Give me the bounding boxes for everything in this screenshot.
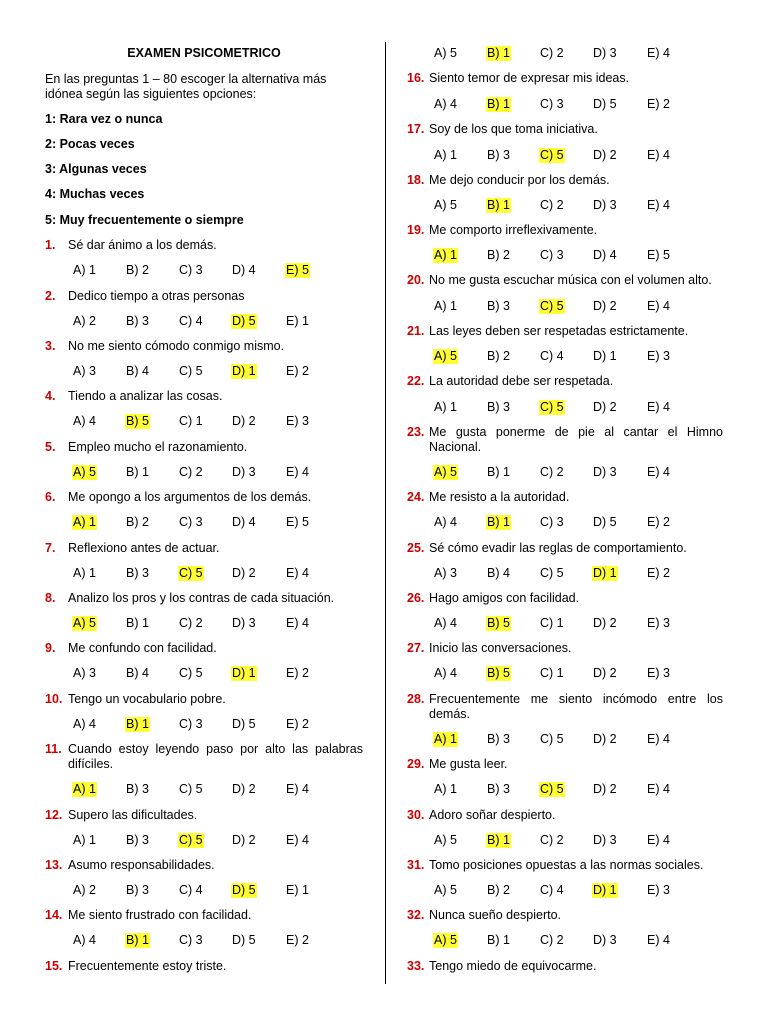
answer-option[interactable]: B) 2 xyxy=(487,883,510,897)
question-item xyxy=(45,289,363,304)
answer-option[interactable]: C) 3 xyxy=(179,263,203,277)
question-text: Me siento frustrado con facilidad. xyxy=(68,908,252,922)
answer-option[interactable]: D) 3 xyxy=(593,198,617,212)
answer-option[interactable]: E) 2 xyxy=(647,566,670,580)
exam-title: EXAMEN PSICOMETRICO xyxy=(127,46,281,60)
question-number: 6. xyxy=(45,490,56,504)
answer-options xyxy=(45,314,363,330)
answer-options xyxy=(407,515,723,531)
question-number: 7. xyxy=(45,541,56,555)
answer-option[interactable]: A) 1 xyxy=(73,833,96,847)
answer-option[interactable]: A) 4 xyxy=(73,717,96,731)
question-number: 26. xyxy=(407,591,425,605)
answer-option[interactable]: C) 2 xyxy=(540,465,564,479)
answer-option[interactable]: B) 3 xyxy=(126,883,149,897)
answer-option[interactable]: A) 5 xyxy=(434,833,457,847)
answer-option[interactable]: D) 3 xyxy=(593,933,617,947)
answer-options xyxy=(407,465,723,481)
answer-option[interactable]: E) 1 xyxy=(286,883,309,897)
answer-option-selected[interactable]: A) 5 xyxy=(434,465,457,479)
question-item xyxy=(45,858,363,873)
answer-option[interactable]: B) 3 xyxy=(126,833,149,847)
question-text: Me resisto a la autoridad. xyxy=(429,490,570,504)
answer-options xyxy=(45,364,363,380)
answer-option[interactable]: D) 3 xyxy=(593,833,617,847)
question-text: Me confundo con facilidad. xyxy=(68,641,217,655)
answer-option[interactable]: E) 2 xyxy=(647,515,670,529)
answer-option[interactable]: C) 1 xyxy=(540,616,564,630)
answer-option[interactable]: E) 3 xyxy=(286,414,309,428)
answer-option[interactable]: D) 2 xyxy=(232,414,256,428)
answer-option-selected[interactable]: A) 5 xyxy=(73,465,96,479)
answer-option[interactable]: C) 3 xyxy=(179,515,203,529)
question-item xyxy=(407,641,723,656)
answer-option-selected[interactable]: B) 1 xyxy=(487,97,510,111)
scale-option: 1: Rara vez o nunca xyxy=(45,112,163,126)
answer-option[interactable]: C) 3 xyxy=(540,97,564,111)
answer-options xyxy=(407,883,723,899)
question-number: 20. xyxy=(407,273,425,287)
answer-option-selected[interactable]: A) 5 xyxy=(434,349,457,363)
scale-option: 2: Pocas veces xyxy=(45,137,135,151)
answer-option[interactable]: D) 4 xyxy=(232,515,256,529)
question-item xyxy=(45,238,363,253)
answer-option[interactable]: D) 1 xyxy=(593,349,617,363)
answer-option[interactable]: B) 3 xyxy=(487,400,510,414)
answer-option[interactable]: C) 2 xyxy=(540,833,564,847)
answer-option[interactable]: A) 1 xyxy=(434,400,457,414)
answer-option[interactable]: D) 2 xyxy=(232,782,256,796)
answer-option[interactable]: D) 2 xyxy=(593,299,617,313)
answer-option[interactable]: C) 5 xyxy=(179,364,203,378)
answer-option[interactable]: D) 2 xyxy=(593,616,617,630)
answer-option[interactable]: E) 4 xyxy=(647,148,670,162)
answer-option[interactable]: A) 4 xyxy=(434,515,457,529)
answer-option[interactable]: D) 2 xyxy=(232,566,256,580)
answer-options xyxy=(407,248,723,264)
question-number: 17. xyxy=(407,122,425,136)
question-number: 8. xyxy=(45,591,56,605)
answer-option[interactable]: B) 4 xyxy=(126,666,149,680)
answer-option-selected[interactable]: B) 5 xyxy=(487,616,510,630)
question-item xyxy=(407,541,723,556)
question-text: Tomo posiciones opuestas a las normas sociales. xyxy=(429,858,704,872)
question-number: 18. xyxy=(407,173,425,187)
answer-option-selected[interactable]: B) 1 xyxy=(126,933,149,947)
answer-option[interactable]: C) 2 xyxy=(540,46,564,60)
answer-option[interactable]: B) 3 xyxy=(126,566,149,580)
question-text: Me comporto irreflexivamente. xyxy=(429,223,598,237)
question-number: 2. xyxy=(45,289,56,303)
answer-option-selected[interactable]: C) 5 xyxy=(540,400,564,414)
answer-option[interactable]: A) 4 xyxy=(434,97,457,111)
answer-option[interactable]: A) 4 xyxy=(73,414,96,428)
answer-option-selected[interactable]: B) 5 xyxy=(487,666,510,680)
answer-option[interactable]: D) 2 xyxy=(593,148,617,162)
question-text: Me opongo a los argumentos de los demás. xyxy=(68,490,312,504)
question-item xyxy=(407,223,723,238)
answer-options xyxy=(45,465,363,481)
answer-option[interactable]: E) 4 xyxy=(647,782,670,796)
question-text: Me dejo conducir por los demás. xyxy=(429,173,610,187)
answer-options xyxy=(407,933,723,949)
answer-option[interactable]: E) 3 xyxy=(647,883,670,897)
answer-option[interactable]: B) 1 xyxy=(487,465,510,479)
question-number: 29. xyxy=(407,757,425,771)
answer-option[interactable]: D) 5 xyxy=(593,515,617,529)
answer-option[interactable]: A) 1 xyxy=(434,782,457,796)
scale-option: 4: Muchas veces xyxy=(45,187,145,201)
answer-options xyxy=(407,198,723,214)
answer-options xyxy=(407,616,723,632)
answer-option[interactable]: D) 3 xyxy=(593,46,617,60)
answer-options xyxy=(407,833,723,849)
answer-option[interactable]: C) 4 xyxy=(540,349,564,363)
answer-options xyxy=(407,349,723,365)
answer-option[interactable]: B) 3 xyxy=(487,299,510,313)
answer-option-selected[interactable]: D) 1 xyxy=(232,666,256,680)
question-item xyxy=(45,908,363,923)
answer-option[interactable]: C) 1 xyxy=(540,666,564,680)
question-number: 23. xyxy=(407,425,425,439)
question-text: Sé dar ánimo a los demás. xyxy=(68,238,217,252)
answer-options xyxy=(407,46,723,62)
answer-option-selected[interactable]: A) 1 xyxy=(73,782,96,796)
question-item xyxy=(407,324,723,339)
answer-option[interactable]: D) 4 xyxy=(232,263,256,277)
question-number: 1. xyxy=(45,238,56,252)
answer-options xyxy=(45,782,363,798)
question-text: La autoridad debe ser respetada. xyxy=(429,374,614,388)
answer-option[interactable]: E) 3 xyxy=(647,616,670,630)
question-item xyxy=(45,490,363,505)
question-number: 28. xyxy=(407,692,425,706)
question-number: 9. xyxy=(45,641,56,655)
question-item xyxy=(45,959,363,974)
answer-options xyxy=(407,782,723,798)
question-text: Hago amigos con facilidad. xyxy=(429,591,580,605)
question-item xyxy=(407,273,723,288)
answer-option-selected[interactable]: D) 1 xyxy=(593,566,617,580)
answer-option-selected[interactable]: B) 1 xyxy=(126,717,149,731)
answer-options xyxy=(407,732,723,748)
question-text: Tengo un vocabulario pobre. xyxy=(68,692,226,706)
question-number: 10. xyxy=(45,692,63,706)
question-item xyxy=(45,440,363,455)
answer-option[interactable]: E) 2 xyxy=(286,717,309,731)
answer-option-selected[interactable]: B) 5 xyxy=(126,414,149,428)
answer-option[interactable]: B) 3 xyxy=(487,148,510,162)
question-text: Tiendo a analizar las cosas. xyxy=(68,389,223,403)
question-text: Tengo miedo de equivocarme. xyxy=(429,959,597,973)
question-text: Cuando estoy leyendo paso por alto las palabras difíciles. xyxy=(68,742,363,771)
answer-options xyxy=(45,833,363,849)
answer-option[interactable]: B) 3 xyxy=(126,314,149,328)
answer-option[interactable]: B) 4 xyxy=(487,566,510,580)
answer-option-selected[interactable]: C) 5 xyxy=(540,299,564,313)
question-text: Supero las dificultades. xyxy=(68,808,198,822)
answer-option[interactable]: A) 1 xyxy=(73,566,96,580)
answer-option[interactable]: C) 3 xyxy=(179,717,203,731)
answer-option[interactable]: D) 2 xyxy=(593,782,617,796)
answer-option[interactable]: B) 1 xyxy=(126,616,149,630)
question-number: 4. xyxy=(45,389,56,403)
answer-option[interactable]: D) 3 xyxy=(232,616,256,630)
question-number: 22. xyxy=(407,374,425,388)
answer-option[interactable]: D) 5 xyxy=(232,717,256,731)
answer-option[interactable]: A) 5 xyxy=(434,46,457,60)
answer-option[interactable]: E) 5 xyxy=(286,515,309,529)
answer-option[interactable]: E) 3 xyxy=(647,666,670,680)
answer-options xyxy=(45,515,363,531)
answer-option[interactable]: E) 4 xyxy=(286,833,309,847)
answer-options xyxy=(407,400,723,416)
answer-option[interactable]: C) 3 xyxy=(179,933,203,947)
answer-option[interactable]: E) 5 xyxy=(647,248,670,262)
question-item xyxy=(45,591,363,606)
question-text: Empleo mucho el razonamiento. xyxy=(68,440,248,454)
question-number: 25. xyxy=(407,541,425,555)
question-number: 5. xyxy=(45,440,56,454)
question-item xyxy=(45,808,363,823)
answer-option[interactable]: B) 1 xyxy=(126,465,149,479)
answer-option[interactable]: A) 5 xyxy=(434,883,457,897)
question-item xyxy=(45,389,363,404)
answer-option[interactable]: A) 1 xyxy=(434,299,457,313)
answer-option[interactable]: E) 4 xyxy=(647,933,670,947)
question-number: 13. xyxy=(45,858,63,872)
question-item xyxy=(45,692,363,707)
answer-option[interactable]: A) 4 xyxy=(73,933,96,947)
question-text: Nunca sueño despierto. xyxy=(429,908,562,922)
answer-option[interactable]: E) 4 xyxy=(647,299,670,313)
question-text: Adoro soñar despierto. xyxy=(429,808,556,822)
answer-options xyxy=(45,414,363,430)
question-text: No me siento cómodo conmigo mismo. xyxy=(68,339,285,353)
answer-option-selected[interactable]: C) 5 xyxy=(540,148,564,162)
answer-option-selected[interactable]: A) 1 xyxy=(434,732,457,746)
question-item xyxy=(407,757,723,772)
answer-option-selected[interactable]: B) 1 xyxy=(487,515,510,529)
question-number: 24. xyxy=(407,490,425,504)
question-item xyxy=(407,173,723,188)
answer-option-selected[interactable]: E) 5 xyxy=(286,263,309,277)
answer-option-selected[interactable]: D) 5 xyxy=(232,314,256,328)
question-number: 33. xyxy=(407,959,425,973)
answer-option-selected[interactable]: A) 5 xyxy=(73,616,96,630)
question-text: Inicio las conversaciones. xyxy=(429,641,572,655)
answer-option[interactable]: E) 1 xyxy=(286,314,309,328)
question-item xyxy=(407,808,723,823)
answer-option[interactable]: E) 4 xyxy=(647,833,670,847)
answer-option[interactable]: A) 4 xyxy=(434,616,457,630)
question-text: Soy de los que toma iniciativa. xyxy=(429,122,598,136)
question-item xyxy=(45,742,363,772)
question-item xyxy=(407,374,723,389)
question-text: Siento temor de expresar mis ideas. xyxy=(429,71,630,85)
answer-option[interactable]: E) 2 xyxy=(286,666,309,680)
answer-option[interactable]: C) 4 xyxy=(179,314,203,328)
answer-option[interactable]: B) 1 xyxy=(487,933,510,947)
answer-option-selected[interactable]: B) 1 xyxy=(487,833,510,847)
question-number: 12. xyxy=(45,808,63,822)
question-text: Frecuentemente me siento incómodo entre los demás. xyxy=(429,692,723,721)
answer-option[interactable]: A) 4 xyxy=(434,666,457,680)
answer-options xyxy=(407,148,723,164)
answer-option[interactable]: C) 5 xyxy=(540,566,564,580)
question-text: Me gusta leer. xyxy=(429,757,508,771)
answer-option[interactable]: B) 2 xyxy=(487,349,510,363)
question-text: Las leyes deben ser respetadas estrictamente. xyxy=(429,324,689,338)
answer-option[interactable]: D) 5 xyxy=(593,97,617,111)
question-item xyxy=(407,858,723,873)
answer-option-selected[interactable]: A) 5 xyxy=(434,933,457,947)
question-number: 19. xyxy=(407,223,425,237)
answer-option-selected[interactable]: C) 5 xyxy=(179,566,203,580)
answer-options xyxy=(45,666,363,682)
instructions: En las preguntas 1 – 80 escoger la alternativa más idónea según las siguientes opciones: xyxy=(45,72,327,101)
answer-option[interactable]: C) 3 xyxy=(540,248,564,262)
answer-option[interactable]: B) 3 xyxy=(487,732,510,746)
answer-option[interactable]: E) 4 xyxy=(647,732,670,746)
answer-option-selected[interactable]: B) 1 xyxy=(487,46,510,60)
answer-option[interactable]: B) 4 xyxy=(126,364,149,378)
question-item xyxy=(407,71,723,86)
answer-option[interactable]: E) 2 xyxy=(286,933,309,947)
question-item xyxy=(407,908,723,923)
question-number: 21. xyxy=(407,324,425,338)
answer-option[interactable]: E) 2 xyxy=(647,97,670,111)
answer-option[interactable]: B) 2 xyxy=(487,248,510,262)
answer-option[interactable]: C) 5 xyxy=(540,732,564,746)
question-number: 31. xyxy=(407,858,425,872)
answer-option-selected[interactable]: A) 1 xyxy=(434,248,457,262)
question-text: Dedico tiempo a otras personas xyxy=(68,289,245,303)
question-text: Reflexiono antes de actuar. xyxy=(68,541,220,555)
question-text: No me gusta escuchar música con el volumen alto. xyxy=(429,273,712,287)
answer-option[interactable]: B) 2 xyxy=(126,263,149,277)
answer-options xyxy=(45,566,363,582)
answer-option-selected[interactable]: D) 5 xyxy=(232,883,256,897)
question-text: Frecuentemente estoy triste. xyxy=(68,959,227,973)
answer-options xyxy=(407,97,723,113)
answer-options xyxy=(45,616,363,632)
question-text: Analizo los pros y los contras de cada situación. xyxy=(68,591,335,605)
answer-option[interactable]: A) 3 xyxy=(434,566,457,580)
answer-option[interactable]: D) 2 xyxy=(232,833,256,847)
question-item xyxy=(407,425,723,455)
question-number: 16. xyxy=(407,71,425,85)
question-item xyxy=(407,122,723,137)
question-item xyxy=(407,959,723,974)
answer-option[interactable]: E) 2 xyxy=(286,364,309,378)
answer-option[interactable]: D) 3 xyxy=(593,465,617,479)
column-divider xyxy=(385,42,386,984)
answer-option[interactable]: D) 2 xyxy=(593,666,617,680)
question-number: 30. xyxy=(407,808,425,822)
answer-option[interactable]: D) 2 xyxy=(593,732,617,746)
question-number: 32. xyxy=(407,908,425,922)
answer-option[interactable]: E) 4 xyxy=(647,400,670,414)
answer-option[interactable]: D) 4 xyxy=(593,248,617,262)
answer-options xyxy=(407,666,723,682)
answer-option[interactable]: D) 2 xyxy=(593,400,617,414)
answer-option[interactable]: B) 3 xyxy=(487,782,510,796)
answer-options xyxy=(407,566,723,582)
answer-option[interactable]: C) 1 xyxy=(179,414,203,428)
answer-options xyxy=(45,717,363,733)
answer-option-selected[interactable]: A) 1 xyxy=(73,515,96,529)
answer-option[interactable]: E) 4 xyxy=(286,616,309,630)
question-item xyxy=(407,490,723,505)
answer-option-selected[interactable]: B) 1 xyxy=(487,198,510,212)
question-item xyxy=(45,641,363,656)
answer-option[interactable]: E) 4 xyxy=(647,465,670,479)
question-text: Me gusta ponerme de pie al cantar el Himno Nacional. xyxy=(429,425,723,454)
answer-option[interactable]: C) 4 xyxy=(540,883,564,897)
answer-option[interactable]: D) 5 xyxy=(232,933,256,947)
question-number: 11. xyxy=(45,742,62,756)
scale-option: 3: Algunas veces xyxy=(45,162,147,176)
answer-option[interactable]: A) 5 xyxy=(434,198,457,212)
answer-option[interactable]: E) 3 xyxy=(647,349,670,363)
answer-option[interactable]: A) 2 xyxy=(73,314,96,328)
answer-option[interactable]: C) 2 xyxy=(540,198,564,212)
question-item xyxy=(407,591,723,606)
answer-option[interactable]: A) 3 xyxy=(73,364,96,378)
scale-option: 5: Muy frecuentemente o siempre xyxy=(45,213,244,227)
answer-option[interactable]: B) 3 xyxy=(126,782,149,796)
answer-option[interactable]: A) 1 xyxy=(73,263,96,277)
answer-options xyxy=(45,883,363,899)
answer-option[interactable]: C) 5 xyxy=(179,782,203,796)
question-number: 15. xyxy=(45,959,63,973)
answer-option-selected[interactable]: C) 5 xyxy=(179,833,203,847)
answer-option[interactable]: A) 1 xyxy=(434,148,457,162)
answer-option[interactable]: C) 2 xyxy=(179,616,203,630)
answer-option[interactable]: E) 4 xyxy=(286,566,309,580)
question-text: Asumo responsabilidades. xyxy=(68,858,215,872)
answer-option-selected[interactable]: D) 1 xyxy=(593,883,617,897)
answer-option-selected[interactable]: D) 1 xyxy=(232,364,256,378)
question-text: Sé cómo evadir las reglas de comportamiento. xyxy=(429,541,687,555)
answer-option[interactable]: C) 2 xyxy=(179,465,203,479)
answer-option[interactable]: A) 3 xyxy=(73,666,96,680)
question-item xyxy=(45,339,363,354)
answer-option-selected[interactable]: C) 5 xyxy=(540,782,564,796)
answer-option[interactable]: A) 2 xyxy=(73,883,96,897)
answer-option[interactable]: E) 4 xyxy=(286,465,309,479)
answer-option[interactable]: D) 3 xyxy=(232,465,256,479)
answer-option[interactable]: C) 2 xyxy=(540,933,564,947)
answer-options xyxy=(45,933,363,949)
answer-options xyxy=(45,263,363,279)
answer-options xyxy=(407,299,723,315)
answer-option[interactable]: C) 4 xyxy=(179,883,203,897)
answer-option[interactable]: E) 4 xyxy=(647,46,670,60)
question-number: 14. xyxy=(45,908,63,922)
question-number: 3. xyxy=(45,339,56,353)
question-item xyxy=(45,541,363,556)
answer-option[interactable]: E) 4 xyxy=(647,198,670,212)
answer-option[interactable]: C) 5 xyxy=(179,666,203,680)
answer-option[interactable]: E) 4 xyxy=(286,782,309,796)
question-item xyxy=(407,692,723,722)
question-number: 27. xyxy=(407,641,425,655)
answer-option[interactable]: B) 2 xyxy=(126,515,149,529)
answer-option[interactable]: C) 3 xyxy=(540,515,564,529)
